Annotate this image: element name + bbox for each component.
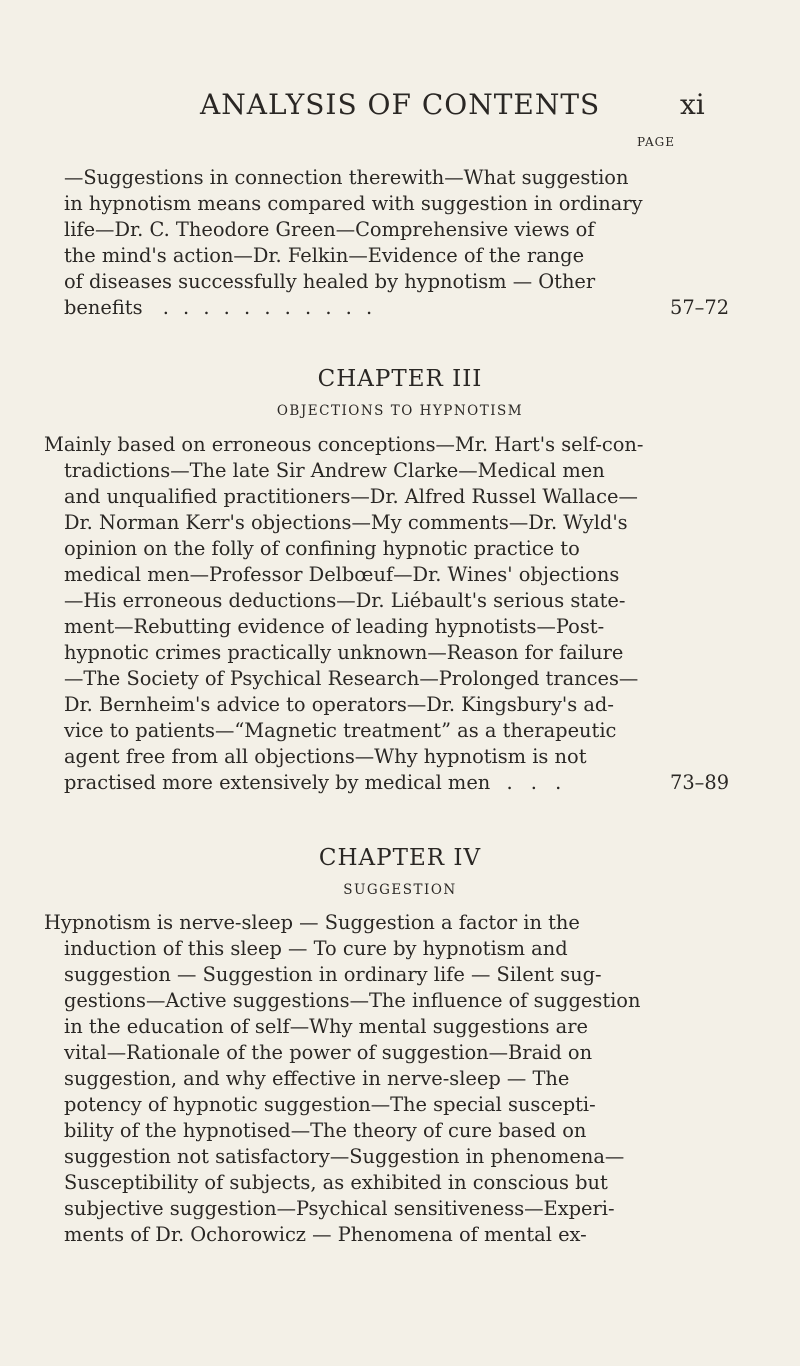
entry-line: in hypnotism means compared with suggestion in ordinary [64, 192, 643, 215]
running-head [0, 88, 800, 128]
entry-line: suggestion not satisfactory—Suggestion in phenomena— [64, 1145, 625, 1168]
entry-line: Hypnotism is nerve-sleep — Suggestion a factor in the [44, 911, 580, 934]
entry-line: suggestion, and why effective in nerve-sleep — The [64, 1067, 570, 1090]
entry-line: —The Society of Psychical Research—Prolonged trances— [64, 667, 639, 690]
entry-line: gestions—Active suggestions—The influence of suggestion [64, 989, 641, 1012]
entry-line: the mind's action—Dr. Felkin—Evidence of the range [64, 244, 585, 267]
entry-line: potency of hypnotic suggestion—The special suscepti- [64, 1093, 596, 1116]
entry-text: practised more extensively by medical men [64, 771, 491, 794]
entry-line: of diseases successfully healed by hypnotism — Other [64, 270, 596, 293]
entry-text: benefits [64, 296, 143, 319]
page-number: xi [680, 88, 705, 121]
entry-line: Dr. Norman Kerr's objections—My comments—Dr. Wyld's [64, 511, 628, 534]
entry-line: vital—Rationale of the power of suggestion—Braid on [64, 1041, 593, 1064]
entry-line: —His erroneous deductions—Dr. Liébault's serious state- [64, 589, 626, 612]
page-range: 57–72 [670, 296, 730, 319]
entry-line: ments of Dr. Ochorowicz — Phenomena of mental ex- [64, 1223, 587, 1246]
entry-line: hypnotic crimes practically unknown—Reason for failure [64, 641, 624, 664]
entry-line: —Suggestions in connection therewith—What suggestion [64, 166, 629, 189]
chapter-heading: CHAPTER III [317, 366, 483, 392]
entry-line: suggestion — Suggestion in ordinary life — Silent sug- [64, 963, 602, 986]
chapter-subheading: SUGGESTION [343, 882, 457, 898]
entry-line: Mainly based on erroneous conceptions—Mr. Hart's self-con- [44, 433, 644, 456]
entry-line: tradictions—The late Sir Andrew Clarke—Medical men [64, 459, 605, 482]
entry-line: medical men—Professor Delbœuf—Dr. Wines' objections [64, 563, 620, 586]
page-column-label: PAGE [637, 135, 675, 149]
page-range: 73–89 [670, 771, 730, 794]
running-title: ANALYSIS OF CONTENTS [200, 88, 601, 121]
entry-line: ment—Rebutting evidence of leading hypnotists—Post- [64, 615, 605, 638]
chapter-subheading: OBJECTIONS TO HYPNOTISM [276, 403, 524, 419]
entry-line [64, 770, 567, 796]
dot-leader: . . . . . . . . . . . [162, 296, 377, 319]
entry-line: and unqualified practitioners—Dr. Alfred Russel Wallace— [64, 485, 638, 508]
entry-line: in the education of self—Why mental suggestions are [64, 1015, 588, 1038]
entry-line: subjective suggestion—Psychical sensitiveness—Experi- [64, 1197, 615, 1220]
entry-line: vice to patients—“Magnetic treatment” as a therapeutic [64, 719, 617, 742]
entry-line: life—Dr. C. Theodore Green—Comprehensive views of [64, 218, 595, 241]
entry-line: agent free from all objections—Why hypnotism is not [64, 745, 587, 768]
chapter-heading: CHAPTER IV [318, 845, 482, 871]
dot-leader: . . . [506, 771, 568, 794]
entry-line: induction of this sleep — To cure by hypnotism and [64, 937, 568, 960]
entry-line: opinion on the folly of confining hypnotic practice to [64, 537, 580, 560]
entry-line: bility of the hypnotised—The theory of cure based on [64, 1119, 587, 1142]
entry-line: Dr. Bernheim's advice to operators—Dr. Kingsbury's ad- [64, 693, 614, 716]
entry-line [64, 295, 376, 321]
entry-line: Susceptibility of subjects, as exhibited in conscious but [64, 1171, 608, 1194]
